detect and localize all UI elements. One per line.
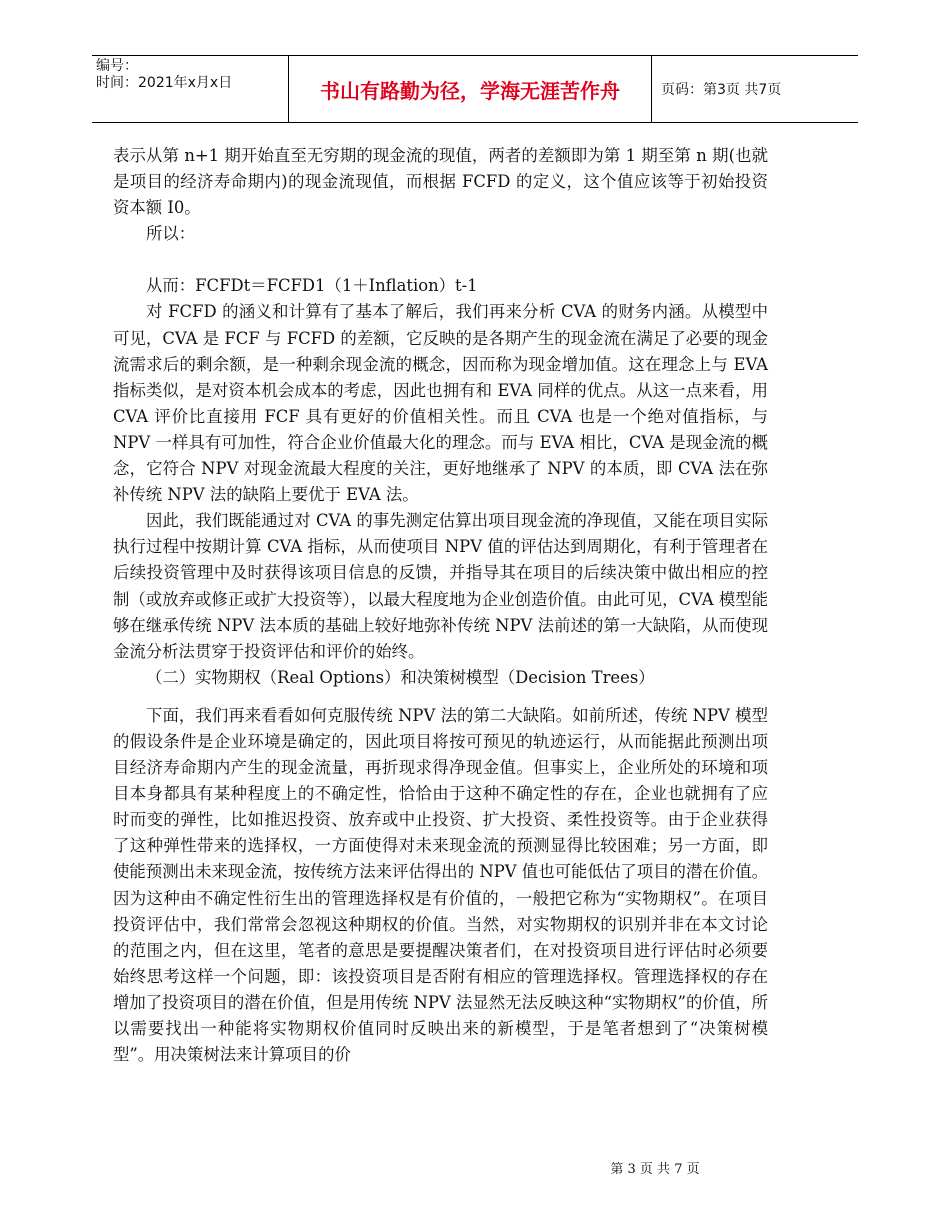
formula-gap (113, 247, 768, 273)
paragraph-1: 表示从第 n+1 期开始直至无穷期的现金流的现值，两者的差额即为第 1 期至第 n 期(也就是项目的经济寿命期内)的现金流现值，而根据 FCFD 的定义，这个值应该等于初始投资资本额 I0。 (113, 146, 768, 218)
page-header (92, 55, 858, 123)
document-body (113, 143, 768, 1068)
section-heading: （二）实物期权（Real Options）和决策树模型（Decision Trees） (146, 667, 655, 687)
number-label: 编号： (96, 58, 138, 74)
page-footer (0, 1158, 950, 1177)
paragraph-3: 对 FCFD 的涵义和计算有了基本了解后，我们再来分析 CVA 的财务内涵。从模型中可见，CVA 是 FCF 与 FCFD 的差额，它反映的是各期产生的现金流在满足了必要的现金流需求后的剩余额，是一种剩余现金流的概念，因而称为现金增加值。这在理念上与 EVA 指标类似，是对资本机会成本的考虑，因此也拥有和 EVA 同样的优点。从这一点来看，用 CVA 评价比直接用 FCF 具有更好的价值相关性。而且 CVA 也是一个绝对值指标，与 NPV 一样具有可加性，符合企业价值最大化的理念。而与 EVA 相比，CVA 是现金流的概念，它符合 NPV 对现金流最大程度的关注，更好地继承了 NPV 的本质，即 CVA 法在弥补传统 NPV 法的缺陷上要优于 EVA 法。 (113, 302, 768, 505)
header-page-info: 页码：第3页 共7页 (661, 82, 782, 98)
heading-gap (113, 691, 768, 703)
formula-line: 从而：FCFDt＝FCFD1（1＋Inflation）t-1 (146, 276, 478, 296)
header-meta (92, 56, 288, 124)
paragraph-2: 所以： (146, 224, 196, 244)
paragraph-5: 下面，我们再来看看如何克服传统 NPV 法的第二大缺陷。如前所述，传统 NPV 模型的假设条件是企业环境是确定的，因此项目将按可预见的轨迹运行，从而能据此预测出项目经济寿命期内产生的现金流量，再折现求得净现金值。但事实上，企业所处的环境和项目本身都具有某种程度上的不确定性，恰恰由于这种不确定性的存在，企业也就拥有了应时而变的弹性，比如推迟投资、放弃或中止投资、扩大投资、柔性投资等。由于企业获得了这种弹性带来的选择权，一方面使得对未来现金流的预测显得比较困难；另一方面，即使能预测出未来现金流，按传统方法来评估得出的 NPV 值也可能低估了项目的潜在价值。因为这种由不确定性衍生出的管理选择权是有价值的，一般把它称为“实物期权”。在项目投资评估中，我们常常会忽视这种期权的价值。当然，对实物期权的识别并非在本文讨论的范围之内，但在这里，笔者的意思是要提醒决策者们，在对投资项目进行评估时必须要始终思考这样一个问题，即：该投资项目是否附有相应的管理选择权。管理选择权的存在增加了投资项目的潜在价值，但是用传统 NPV 法显然无法反映这种“实物期权”的价值，所以需要找出一种能将实物期权价值同时反映出来的新模型，于是笔者想到了“决策树模型”。用决策树法来计算项目的价 (113, 705, 768, 1065)
header-motto: 书山有路勤为径，学海无涯苦作舟 (288, 56, 652, 122)
footer-page-number: 第 3 页 共 7 页 (610, 1162, 700, 1177)
time-label: 时间：2021年x月x日 (96, 75, 233, 91)
paragraph-4: 因此，我们既能通过对 CVA 的事先测定估算出项目现金流的净现值，又能在项目实际执行过程中按期计算 CVA 指标，从而使项目 NPV 值的评估达到周期化，有利于管理者在后续投资管理中及时获得该项目信息的反馈，并指导其在项目的后续决策中做出相应的控制（或放弃或修正或扩大投资等），以最大程度地为企业创造价值。由此可见，CVA 模型能够在继承传统 NPV 法本质的基础上较好地弥补传统 NPV 法前述的第一大缺陷，从而使现金流分析法贯穿于投资评估和评价的始终。 (113, 511, 768, 661)
